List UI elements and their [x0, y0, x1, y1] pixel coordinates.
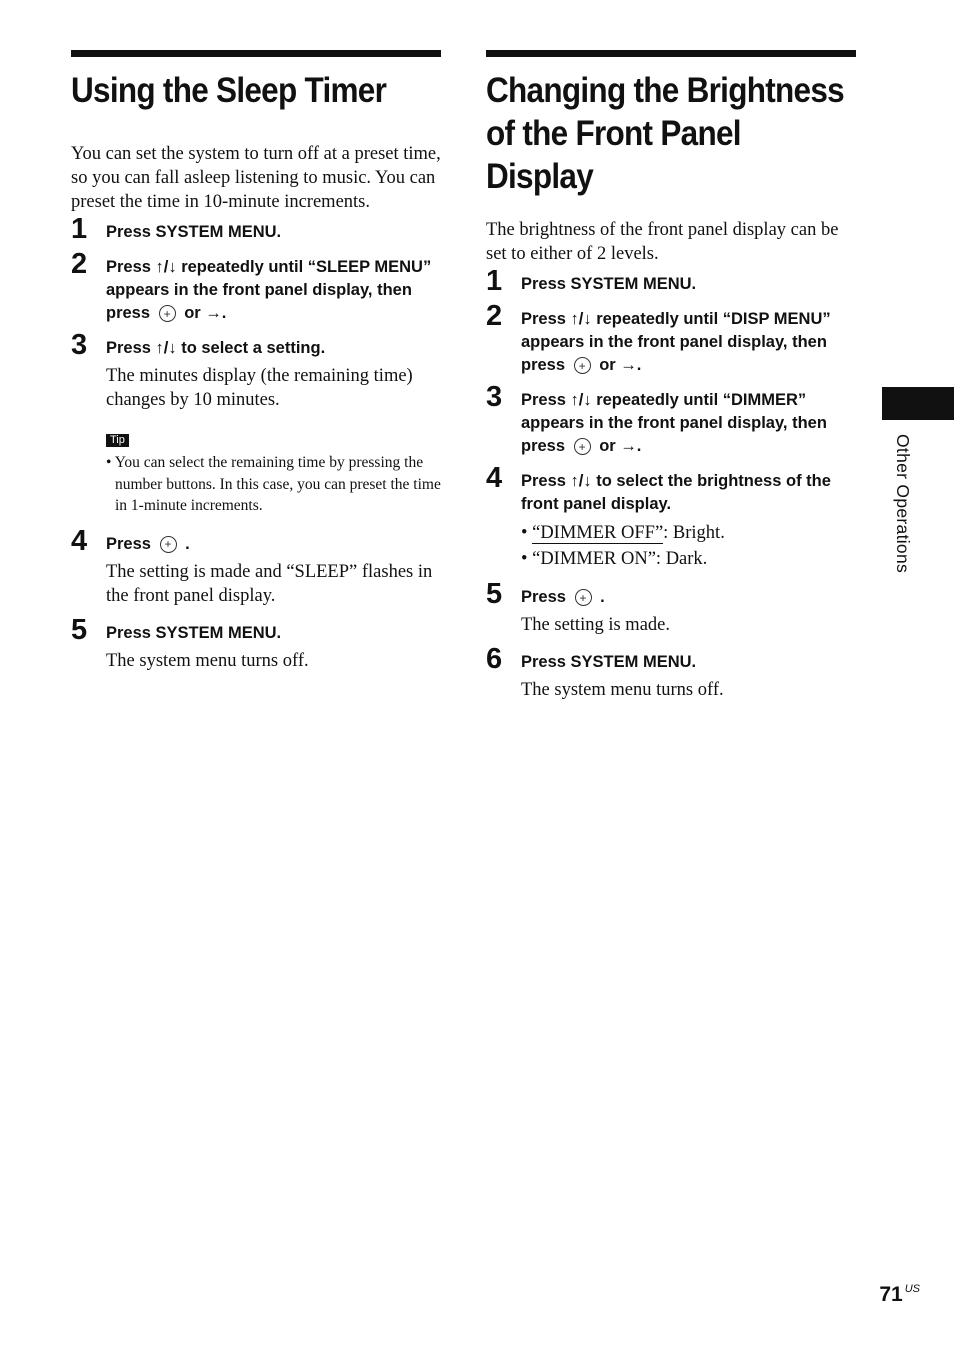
- step-instruction-part-a: Press: [521, 588, 566, 606]
- section-rule: [71, 50, 441, 57]
- sleep-step-1: [71, 213, 441, 245]
- step-instruction: [521, 304, 856, 377]
- step-number: 4: [71, 524, 88, 557]
- step-number: 5: [486, 578, 503, 610]
- step-instruction: [106, 529, 441, 556]
- step-number: 1: [71, 213, 88, 245]
- step-instruction: Press ↑/↓ to select a setting.: [106, 339, 326, 357]
- step-bullet-list: [521, 520, 856, 572]
- sleep-step-4: [71, 524, 441, 610]
- bullet-text: “DIMMER ON”: Dark.: [532, 549, 708, 569]
- step-instruction-part-b: .: [600, 588, 605, 606]
- brightness-step-3: [486, 381, 856, 458]
- step-instruction: Press SYSTEM MENU.: [106, 623, 282, 642]
- step-instruction-part-b: or →.: [599, 437, 642, 455]
- step-number: 3: [71, 329, 88, 361]
- bullet-item: [521, 546, 856, 572]
- step-instruction-part-a: Press: [106, 534, 151, 553]
- section-rule: [486, 50, 856, 57]
- brightness-step-2: [486, 300, 856, 377]
- step-number: 3: [486, 381, 503, 413]
- step-description: The system menu turns off.: [106, 650, 309, 671]
- brightness-step-1: [486, 265, 856, 297]
- tip-block: [106, 430, 441, 517]
- chapter-tab: [882, 387, 954, 420]
- brightness-step-4: [486, 462, 856, 574]
- bullet-text: : Bright.: [663, 523, 725, 543]
- sleep-timer-section: [71, 50, 441, 675]
- step-instruction-part-a: Press ↑/↓ repeatedly until “DIMMER” appears in the front panel display, then press: [521, 391, 827, 455]
- brightness-section: [486, 50, 856, 704]
- enter-button-icon: +: [574, 438, 591, 455]
- brightness-title: [486, 69, 844, 198]
- step-number: 2: [486, 300, 503, 332]
- step-number: 6: [486, 643, 503, 675]
- step-number: 4: [486, 462, 503, 494]
- page-number-value: 71: [879, 1283, 903, 1306]
- chapter-label: Other Operations: [893, 434, 913, 574]
- step-instruction-part-b: or →.: [184, 304, 227, 322]
- step-description: The system menu turns off.: [521, 680, 724, 700]
- enter-button-icon: +: [574, 357, 591, 374]
- page-number: [879, 1283, 920, 1307]
- sleep-step-3: [71, 329, 441, 414]
- step-instruction: Press SYSTEM MENU.: [521, 275, 697, 293]
- step-instruction: Press ↑/↓ to select the brightness of the front panel display.: [521, 472, 831, 513]
- step-description: The setting is made and “SLEEP” flashes in the front panel display.: [106, 561, 433, 606]
- tip-badge: Tip: [106, 434, 129, 447]
- enter-button-icon: +: [575, 589, 592, 606]
- step-instruction: [521, 582, 856, 609]
- brightness-title-line-2: of the Front Panel: [486, 114, 741, 153]
- step-instruction-part-a: Press ↑/↓ repeatedly until “DISP MENU” appears in the front panel display, then press: [521, 310, 831, 374]
- bullet-item: [521, 520, 856, 546]
- sleep-timer-title: Using the Sleep Timer: [71, 71, 387, 110]
- step-instruction: [521, 385, 856, 458]
- step-instruction-part-b: .: [185, 534, 190, 553]
- brightness-title-line-1: Changing the Brightness: [486, 71, 844, 110]
- step-instruction: [106, 252, 441, 325]
- sleep-timer-intro: You can set the system to turn off at a preset time, so you can fall asleep listening to music. You can preset the time in 10-minute increments.: [71, 144, 441, 212]
- brightness-intro: The brightness of the front panel display can be set to either of 2 levels.: [486, 220, 839, 264]
- enter-button-icon: +: [160, 536, 177, 553]
- step-instruction: Press SYSTEM MENU.: [106, 223, 282, 241]
- bullet-marker: •: [521, 549, 533, 569]
- enter-button-icon: +: [159, 305, 176, 322]
- step-number: 5: [71, 613, 88, 646]
- brightness-title-line-3: Display: [486, 157, 594, 196]
- step-instruction: Press SYSTEM MENU.: [521, 653, 697, 671]
- brightness-step-6: [486, 643, 856, 704]
- step-instruction-part-a: Press ↑/↓ repeatedly until “SLEEP MENU” appears in the front panel display, then press: [106, 258, 432, 322]
- bullet-marker: •: [521, 523, 533, 543]
- step-description: The setting is made.: [521, 615, 670, 635]
- dimmer-off-link[interactable]: “DIMMER OFF”: [532, 523, 664, 543]
- tip-text: • You can select the remaining time by pressing the number buttons. In this case, you can preset the time in 1-minute increments.: [106, 454, 441, 514]
- step-instruction-part-b: or →.: [599, 356, 642, 374]
- sleep-step-2: [71, 248, 441, 325]
- sleep-step-5: [71, 613, 441, 675]
- step-number: 2: [71, 248, 88, 280]
- page-number-suffix: US: [904, 1283, 920, 1295]
- step-number: 1: [486, 265, 503, 297]
- step-description: The minutes display (the remaining time) changes by 10 minutes.: [106, 366, 413, 410]
- brightness-step-5: [486, 578, 856, 639]
